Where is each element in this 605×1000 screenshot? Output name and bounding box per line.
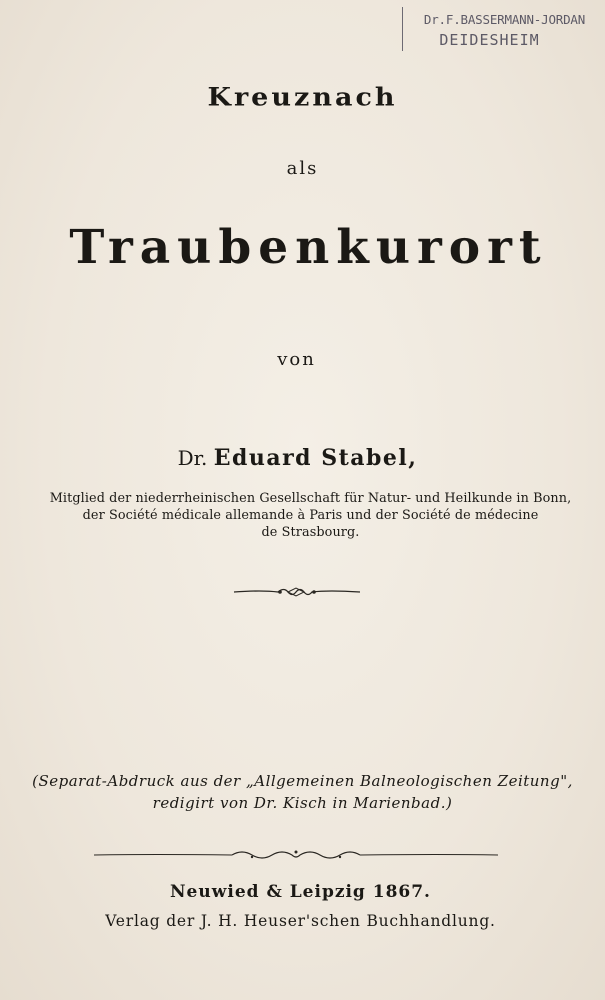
title-connector: als (286, 158, 319, 179)
imprint-publisher: Verlag der J. H. Heuser'schen Buchhandlung. (105, 912, 496, 930)
stamp-line-1: Dr.F.BASSERMANN-JORDAN (423, 12, 586, 27)
author-affiliation (8, 490, 605, 541)
stamp-line-2: DEIDESHEIM (439, 31, 540, 49)
byline-von: von (277, 349, 316, 370)
separate-print-line: redigirt von Dr. Kisch in Marienbad.) (152, 794, 453, 812)
title-line-2: Traubenkurort (69, 220, 548, 275)
author-prefix: Dr. (177, 446, 208, 470)
ornament-rule-icon (92, 847, 500, 863)
library-stamp (402, 7, 605, 51)
ornament-divider-icon (232, 584, 362, 600)
affiliation-line: Mitglied der niederrheinischen Gesellschaft für Natur- und Heilkunde in Bonn, (49, 491, 572, 506)
affiliation-line: der Société médicale allemande à Paris und der Société de médecine (82, 508, 539, 523)
affiliation-line: de Strasbourg. (261, 525, 360, 540)
separate-print-line: (Separat-Abdruck aus der „Allgemeinen Balneologischen Zeitung", (32, 772, 573, 790)
author (0, 445, 600, 471)
separate-print-note (0, 770, 605, 814)
title-line-1: Kreuznach (207, 82, 398, 113)
author-name: Eduard Stabel, (213, 445, 418, 471)
imprint-place-year: Neuwied & Leipzig 1867. (170, 882, 431, 902)
